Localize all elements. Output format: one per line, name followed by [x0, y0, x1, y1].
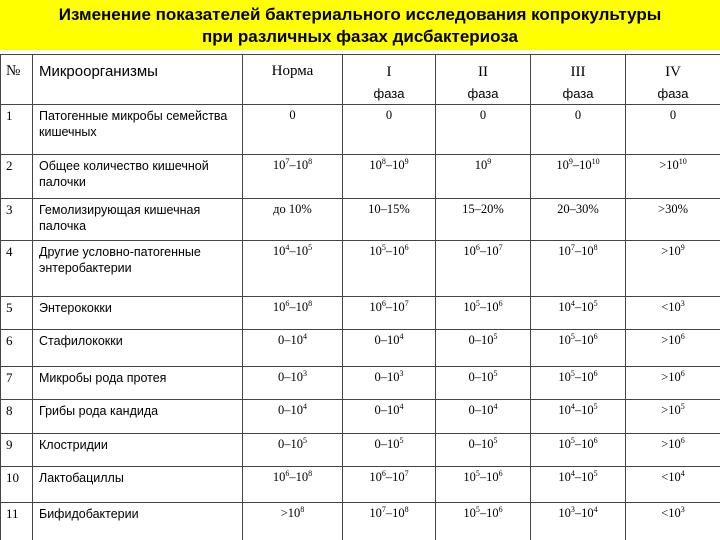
- value-norm: до 10%: [243, 199, 343, 241]
- header-phase-4: [626, 55, 720, 105]
- value-norm: 0: [243, 105, 343, 155]
- value-phase-3: $10^4-10^5$: [531, 400, 626, 434]
- title-line-2: при различных фазах дисбактериоза: [202, 27, 518, 46]
- row-number: 6: [1, 330, 33, 367]
- table-row: [1, 297, 720, 330]
- table-row: [1, 155, 720, 199]
- value-phase-1: $10^5-10^6$: [343, 241, 436, 297]
- organism-name: Грибы рода кандида: [33, 400, 243, 434]
- value-phase-1: $10^7-10^8$: [343, 503, 436, 540]
- value-phase-2: $0-10^5$: [436, 434, 531, 467]
- value-norm: $0-10^3$: [243, 367, 343, 400]
- value-phase-4: $<10^4$: [626, 467, 720, 503]
- organism-name: Общее количество кишечной палочки: [33, 155, 243, 199]
- value-phase-4: $>10^5$: [626, 400, 720, 434]
- header-norm: Норма: [243, 55, 343, 105]
- table-row: [1, 367, 720, 400]
- table-row: [1, 330, 720, 367]
- phase-label: фаза: [562, 86, 594, 101]
- row-number: 7: [1, 367, 33, 400]
- value-phase-3: $10^5-10^6$: [531, 434, 626, 467]
- table-row: [1, 434, 720, 467]
- table-header-row: [1, 55, 720, 105]
- value-norm: $0-10^5$: [243, 434, 343, 467]
- value-phase-2: $0-10^5$: [436, 367, 531, 400]
- value-phase-3: $10^7-10^8$: [531, 241, 626, 297]
- value-phase-3: $10^4-10^5$: [531, 467, 626, 503]
- value-phase-2: $10^9$: [436, 155, 531, 199]
- value-phase-1: $10^6-10^7$: [343, 297, 436, 330]
- value-phase-4: $>10^6$: [626, 367, 720, 400]
- value-phase-4: $<10^3$: [626, 297, 720, 330]
- value-phase-2: 15–20%: [436, 199, 531, 241]
- row-number: 9: [1, 434, 33, 467]
- organism-name: Клостридии: [33, 434, 243, 467]
- value-phase-1: $0-10^4$: [343, 330, 436, 367]
- header-phase-1: [343, 55, 436, 105]
- value-phase-4: $>10^6$: [626, 330, 720, 367]
- phase-label: фаза: [373, 86, 405, 101]
- value-phase-3: $10^9-10^{10}$: [531, 155, 626, 199]
- value-phase-3: 0: [531, 105, 626, 155]
- value-phase-1: $0-10^4$: [343, 400, 436, 434]
- value-phase-4: >30%: [626, 199, 720, 241]
- value-phase-3: 20–30%: [531, 199, 626, 241]
- organism-name: Микробы рода протея: [33, 367, 243, 400]
- row-number: 5: [1, 297, 33, 330]
- value-phase-4: $<10^3$: [626, 503, 720, 540]
- value-phase-3: $10^5-10^6$: [531, 367, 626, 400]
- value-norm: $0-10^4$: [243, 330, 343, 367]
- row-number: 2: [1, 155, 33, 199]
- value-phase-2: $10^5-10^6$: [436, 503, 531, 540]
- value-phase-4: $>10^9$: [626, 241, 720, 297]
- value-phase-1: $10^6-10^7$: [343, 467, 436, 503]
- phase-label: фаза: [657, 86, 689, 101]
- value-phase-2: $10^6-10^7$: [436, 241, 531, 297]
- value-phase-2: $10^5-10^6$: [436, 297, 531, 330]
- header-number: №: [1, 55, 33, 105]
- title-line-1: Изменение показателей бактериального исследования копрокультуры: [58, 5, 662, 24]
- value-norm: $10^6-10^8$: [243, 297, 343, 330]
- organism-name: Патогенные микробы семейства кишечных: [33, 105, 243, 155]
- value-phase-1: $10^8-10^9$: [343, 155, 436, 199]
- value-phase-3: $10^4-10^5$: [531, 297, 626, 330]
- value-phase-1: $0-10^5$: [343, 434, 436, 467]
- phase-number: IV: [665, 64, 681, 80]
- value-phase-4: $>10^6$: [626, 434, 720, 467]
- organism-name: Энтерококки: [33, 297, 243, 330]
- value-phase-1: 10–15%: [343, 199, 436, 241]
- organism-name: Лактобациллы: [33, 467, 243, 503]
- results-table: [0, 54, 720, 540]
- organism-name: Другие условно-патогенные энтеробактерии: [33, 241, 243, 297]
- phase-number: I: [386, 64, 392, 80]
- value-phase-1: 0: [343, 105, 436, 155]
- value-phase-2: $10^5-10^6$: [436, 467, 531, 503]
- table-row: [1, 241, 720, 297]
- value-phase-3: $10^5-10^6$: [531, 330, 626, 367]
- value-phase-2: 0: [436, 105, 531, 155]
- value-phase-2: $0-10^5$: [436, 330, 531, 367]
- table-row: [1, 503, 720, 540]
- phase-number: III: [570, 64, 586, 80]
- value-phase-1: $0-10^3$: [343, 367, 436, 400]
- value-phase-4: $>10^{10}$: [626, 155, 720, 199]
- table-body: [1, 105, 720, 540]
- value-norm: $10^6-10^8$: [243, 467, 343, 503]
- page-title: [0, 0, 720, 50]
- table-row: [1, 400, 720, 434]
- organism-name: Стафилококки: [33, 330, 243, 367]
- value-phase-3: $10^3-10^4$: [531, 503, 626, 540]
- table-row: [1, 105, 720, 155]
- phase-number: II: [478, 64, 488, 80]
- row-number: 11: [1, 503, 33, 540]
- row-number: 1: [1, 105, 33, 155]
- header-phase-3: [531, 55, 626, 105]
- header-phase-2: [436, 55, 531, 105]
- row-number: 8: [1, 400, 33, 434]
- organism-name: Бифидобактерии: [33, 503, 243, 540]
- value-norm: $0-10^4$: [243, 400, 343, 434]
- organism-name: Гемолизирующая кишечная палочка: [33, 199, 243, 241]
- value-phase-4: 0: [626, 105, 720, 155]
- value-norm: $10^4-10^5$: [243, 241, 343, 297]
- row-number: 3: [1, 199, 33, 241]
- value-norm: $>10^8$: [243, 503, 343, 540]
- header-organism: Микроорганизмы: [33, 55, 243, 105]
- table-row: [1, 467, 720, 503]
- value-phase-2: $0-10^4$: [436, 400, 531, 434]
- table-row: [1, 199, 720, 241]
- row-number: 4: [1, 241, 33, 297]
- value-norm: $10^7-10^8$: [243, 155, 343, 199]
- row-number: 10: [1, 467, 33, 503]
- phase-label: фаза: [467, 86, 499, 101]
